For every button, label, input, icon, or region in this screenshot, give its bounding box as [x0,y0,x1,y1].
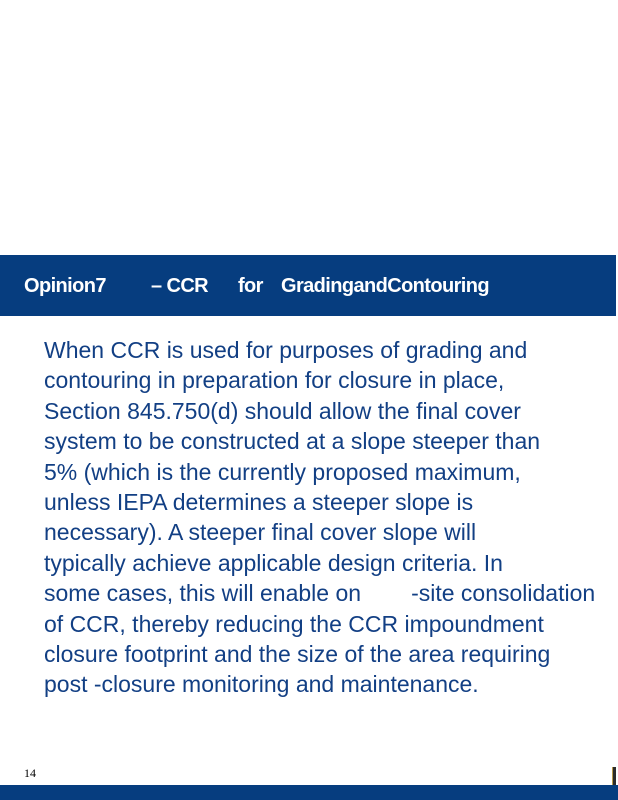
slide-title-part-1: Opinion7 [24,275,106,297]
body-line: Section 845.750(d) should allow the final cover [44,397,521,424]
body-line-segment: -site consolidation [411,580,596,607]
body-line: contouring in preparation for closure in place, [44,367,505,394]
body-line: of CCR, thereby reducing the CCR impoundment [44,610,544,637]
body-line: closure footprint and the size of the area requiring [44,640,551,667]
body-line: necessary). A steeper final cover slope will [44,519,477,546]
slide-title-part-3: for [238,275,263,297]
body-line: system to be constructed at a slope steeper than [44,428,541,455]
slide-body-text [44,335,618,700]
slide-title-bar [0,255,616,316]
body-line: When CCR is used for purposes of grading and [44,337,528,363]
slide-title-part-4: GradingandContouring [281,275,489,297]
body-line: post -closure monitoring and maintenance. [44,671,479,698]
body-line-segment: some cases, this will enable on [44,580,362,607]
body-line: 5% (which is the currently proposed maximum, [44,458,521,485]
slide-footer-bar [0,785,618,800]
body-line [44,578,618,608]
page-number: 14 [24,766,36,780]
slide-title-part-2: – CCR [151,275,209,297]
body-line: unless IEPA determines a steeper slope is [44,488,474,515]
body-line: typically achieve applicable design criteria. In [44,549,503,576]
